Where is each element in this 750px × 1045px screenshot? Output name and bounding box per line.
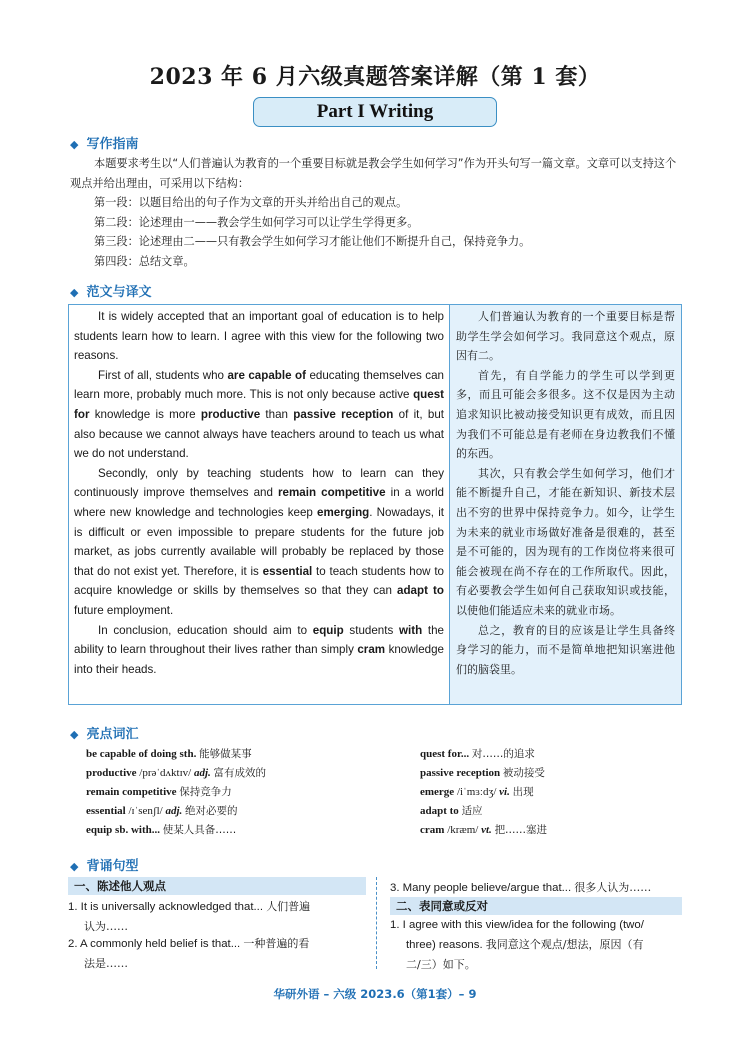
essay-text: In conclusion, education should aim to	[98, 623, 313, 637]
vocab-item	[86, 802, 266, 821]
vocab-term: quest for...	[420, 748, 470, 760]
essay-text: . Nowadays, it is difficult or even impossible to prepare students for the future job market, as jobs currently available will probably be replaced by those that do not exist yet. Therefore, it is	[74, 505, 444, 578]
highlight-phrase: adapt to	[397, 584, 444, 598]
vocab-item	[86, 745, 266, 764]
essay-en-paragraph	[74, 307, 444, 366]
vocab-item	[420, 821, 547, 840]
vocab-zh: 使某人具备……	[162, 824, 237, 836]
essay-heading-text: 范文与译文	[86, 285, 152, 300]
guide-heading-text: 写作指南	[86, 137, 139, 152]
recite-sentence	[390, 878, 690, 898]
part-label: Part I Writing	[253, 97, 497, 127]
vocab-pos: adj.	[165, 805, 183, 817]
vocab-zh: 把……塞进	[494, 824, 548, 836]
sentence-en: 3. Many people believe/argue that...	[390, 882, 572, 894]
essay-text: of it, but also because we cannot always have teachers around to teach us what we do not understand.	[74, 407, 445, 461]
vocab-item	[86, 821, 266, 840]
essay-text: First of all, students who	[98, 368, 228, 382]
sentence-zh: 人们普遍	[266, 900, 311, 913]
sentence-en: three) reasons.	[406, 939, 483, 951]
sentence-zh: 很多人认为……	[574, 881, 652, 894]
sentence-zh: 法是……	[84, 957, 128, 970]
essay-zh-paragraph: 总之，教育的目的应该是让学生具备终身学习的能力，而不是简单地把知识塞进他们的脑袋里。	[456, 623, 675, 676]
vocab-zh: 富有成效的	[213, 767, 267, 779]
vocab-term: passive reception	[420, 767, 501, 779]
sentence-en: 1. It is universally acknowledged that...	[68, 901, 264, 913]
essay-text: in a world where new knowledge and technologies keep	[74, 486, 444, 519]
vocab-zh: 能够做某事	[199, 748, 252, 760]
section-essay-heading	[70, 281, 151, 300]
vocab-term: remain competitive	[86, 786, 177, 798]
vocab-term: emerge	[420, 786, 455, 798]
vocab-zh: 保持竞争力	[179, 786, 232, 798]
essay-en-paragraph	[74, 621, 444, 680]
sentence-zh: 一种普遍的看	[243, 937, 310, 950]
vocab-ipa: /iˈmɜːdʒ/	[456, 786, 497, 798]
writing-guide	[70, 154, 682, 271]
sentence-zh: 二/三）如下。	[406, 958, 476, 971]
essay-zh-paragraph: 其次，只有教会学生如何学习，他们才能不断提升自己，才能在新知识、新技术层出不穷的世界中保持竞争力。如今，让学生为未来的就业市场做好准备是很难的，甚至是不可能的，因为现有的工作岗位将来很可能会被现在尚不存在的工作所取代。因此，有必要教会学生如何自己获取知识或技能，以使他们能适应未来的就业市场。	[456, 466, 675, 617]
essay-text: It is widely accepted that an important goal of education is to help students learn how to learn. I agree with this view for the following two reasons.	[74, 310, 444, 363]
vocab-term: essential	[86, 805, 126, 817]
vocab-zh: 对……的追求	[471, 748, 535, 760]
vocab-term: cram	[420, 824, 445, 836]
essay-text: students	[343, 623, 399, 637]
essay-chinese	[450, 305, 681, 704]
diamond-icon: ◆	[70, 138, 79, 151]
page-title: 2023 年 6 月六级真题答案详解（第 1 套）	[149, 64, 601, 90]
essay-zh-paragraph: 人们普遍认为教育的一个重要目标是帮助学生学会如何学习。我同意这个观点，原因有二。	[456, 310, 675, 363]
sentence-en: 1. I agree with this view/idea for the following (two/	[390, 919, 644, 931]
vocab-heading-text: 亮点词汇	[86, 727, 139, 742]
recite-sentence	[390, 916, 682, 975]
diamond-icon: ◆	[70, 860, 79, 873]
essay-text: than	[260, 407, 294, 421]
vocab-ipa: /ɪˈsenʃl/	[128, 805, 163, 817]
vocab-term: be capable of doing sth.	[86, 748, 197, 760]
guide-step: 第三段：论述理由二——只有教会学生如何学习才能让他们不断提升自己，保持竞争力。	[94, 235, 531, 248]
vocab-ipa: /kræm/	[447, 824, 479, 836]
guide-step: 第四段：总结文章。	[94, 254, 195, 268]
section-guide-heading	[70, 133, 138, 152]
vocab-item	[420, 802, 547, 821]
highlight-phrase: cram	[357, 643, 386, 657]
section-vocab-heading	[70, 723, 138, 742]
essay-text: educating themselves can learn more, probably much more. This is not only because active	[74, 368, 444, 402]
guide-intro: 本题要求考生以“人们普遍认为教育的一个重要目标就是教会学生如何学习”作为开头句写一篇文章。文章可以支持这个观点并给出理由，可采用以下结构：	[70, 157, 677, 190]
vocab-list-right	[420, 745, 547, 840]
highlight-phrase: are capable of	[227, 368, 306, 382]
section-recite-heading	[70, 855, 138, 874]
essay-text: knowledge into their heads.	[74, 643, 444, 676]
vocab-item	[86, 764, 266, 783]
vocab-term: adapt to	[420, 805, 459, 817]
essay-english	[69, 305, 450, 704]
highlight-phrase: remain competitive	[278, 486, 386, 500]
vocab-zh: 被动接受	[502, 767, 545, 779]
vocab-pos: adj.	[193, 767, 211, 779]
essay-box	[68, 304, 682, 705]
vocab-list-left	[86, 745, 266, 840]
essay-en-paragraph	[74, 366, 444, 464]
essay-text: knowledge is more	[89, 407, 201, 421]
page-footer: 华研外语 – 六级 2023.6（第1套）– 9	[273, 987, 477, 1001]
highlight-phrase: productive	[200, 407, 261, 421]
sentence-zh: 我同意这个观点/想法，原因（有	[485, 938, 644, 951]
vocab-pos: vi.	[499, 786, 510, 798]
highlight-phrase: equip	[312, 623, 344, 637]
essay-text: future employment.	[74, 603, 174, 617]
vocab-item	[420, 764, 547, 783]
sentence-en: 2. A commonly held belief is that...	[68, 938, 241, 950]
vocab-pos: vt.	[481, 824, 492, 836]
highlight-phrase: passive reception	[293, 407, 394, 421]
highlight-phrase: quest for	[74, 388, 444, 421]
diamond-icon: ◆	[70, 286, 79, 299]
essay-text: the ability to learn throughout their lives rather than simply	[74, 623, 444, 657]
column-divider	[376, 877, 377, 969]
recite-sentence	[68, 934, 366, 974]
vocab-item	[420, 745, 547, 764]
vocab-zh: 绝对必要的	[185, 805, 238, 817]
recite-subhead: 一、陈述他人观点	[68, 877, 366, 895]
essay-en-paragraph	[74, 464, 444, 621]
guide-step: 第二段：论述理由一——教会学生如何学习可以让学生学得更多。	[94, 215, 419, 229]
highlight-phrase: essential	[262, 564, 313, 578]
vocab-term: productive	[86, 767, 137, 779]
diamond-icon: ◆	[70, 728, 79, 741]
vocab-ipa: /prəˈdʌktɪv/	[139, 767, 192, 779]
recite-sentence	[68, 897, 366, 937]
recite-subhead: 二、表同意或反对	[390, 897, 682, 915]
essay-text: Secondly, only by teaching students how to learn can they continuously improve themselves and	[74, 466, 444, 500]
sentence-zh: 认为……	[84, 920, 128, 933]
guide-step: 第一段：以题目给出的句子作为文章的开头并给出自己的观点。	[94, 196, 408, 209]
vocab-item	[420, 783, 547, 802]
vocab-zh: 出现	[512, 786, 534, 798]
vocab-item	[86, 783, 266, 802]
essay-text: to teach students how to acquire knowledge or skills by themselves so that they can	[74, 564, 445, 598]
highlight-phrase: emerging	[317, 505, 370, 519]
recite-heading-text: 背诵句型	[86, 859, 139, 874]
essay-zh-paragraph: 首先，有自学能力的学生可以学到更多，而且可能会多很多。这不仅是因为主动追求知识比被动接受知识更有成效，而且因为我们不可能总是有老师在身边教我们不懂的东西。	[456, 368, 675, 461]
highlight-phrase: with	[398, 623, 423, 637]
vocab-zh: 适应	[461, 805, 483, 817]
vocab-term: equip sb. with...	[86, 824, 160, 836]
